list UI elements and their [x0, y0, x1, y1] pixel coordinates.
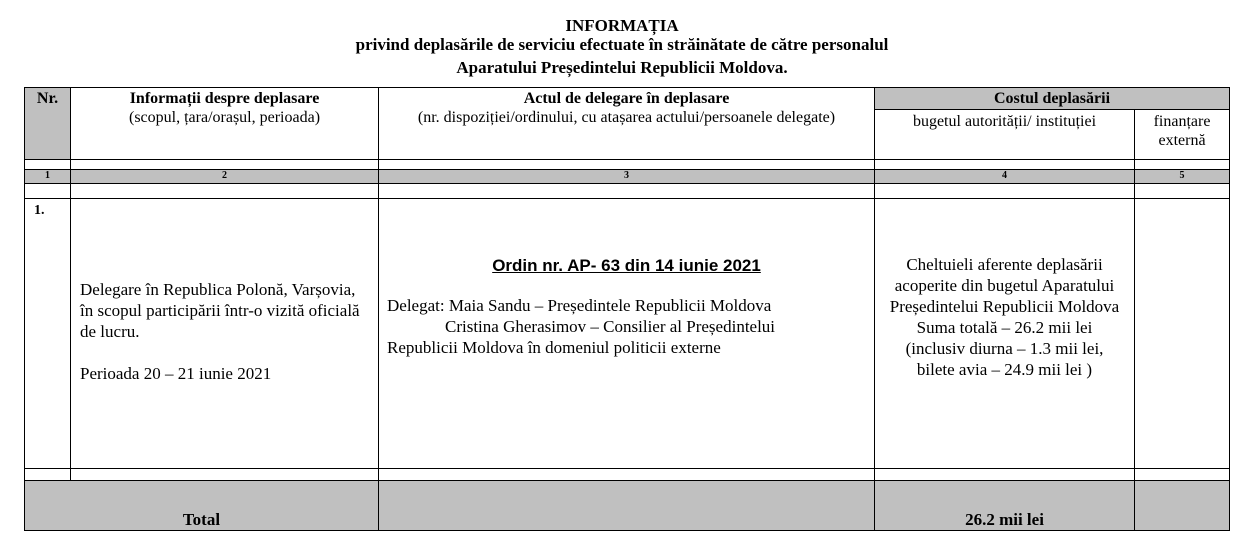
- header-info: [71, 88, 379, 160]
- delegation-act-cell: [379, 199, 875, 469]
- header-nr: Nr.: [25, 88, 71, 160]
- cost-external-cell: [1135, 199, 1230, 469]
- column-number: 1: [25, 170, 71, 184]
- cost-description: Cheltuieli aferente deplasării acoperite din bugetul Aparatului Președintelui Republicii Moldova: [889, 255, 1120, 316]
- header-info-title: Informații despre deplasare: [129, 90, 320, 107]
- total-label: Total: [25, 481, 379, 531]
- document-title: INFORMAȚIA: [565, 16, 679, 35]
- header-cost: Costul deplasării: [875, 88, 1230, 110]
- cost-budget-cell: [875, 199, 1135, 469]
- total-external-cell: [1135, 481, 1230, 531]
- header-cost-external: finanțare externă: [1135, 110, 1230, 160]
- document-subtitle-org: Aparatului Președintelui Republicii Moldova.: [456, 58, 788, 77]
- header-act-title: Actul de delegare în deplasare: [523, 90, 730, 107]
- trip-description: Delegare în Republica Polonă, Varșovia, în scopul participării într-o vizită oficială de lucru.: [80, 280, 360, 341]
- column-number: 4: [875, 170, 1135, 184]
- column-number: 2: [71, 170, 379, 184]
- row-number: 1.: [25, 199, 71, 469]
- document-subtitle: privind deplasările de serviciu efectuate în străinătate de către personalul: [355, 35, 889, 54]
- header-cost-budget: bugetul autorității/ instituției: [875, 110, 1135, 160]
- column-number: 3: [379, 170, 875, 184]
- total-act-cell: [379, 481, 875, 531]
- header-info-subtitle: (scopul, țara/orașul, perioada): [128, 109, 321, 126]
- total-row: [25, 481, 1230, 531]
- order-number: Ordin nr. AP- 63 din 14 iunie 2021: [492, 256, 761, 275]
- header-act: [379, 88, 875, 160]
- total-value: 26.2 mii lei: [875, 481, 1135, 531]
- table-row: [25, 199, 1230, 469]
- delegate-line: Cristina Gherasimov – Consilier al Președintelui: [445, 317, 776, 336]
- cost-breakdown: (inclusiv diurna – 1.3 mii lei, bilete avia – 24.9 mii lei ): [905, 339, 1104, 379]
- column-number: 5: [1135, 170, 1230, 184]
- cost-total-sum: Suma totală – 26.2 mii lei: [916, 318, 1093, 337]
- trips-table: [24, 87, 1230, 531]
- delegate-line: Delegat: Maia Sandu – Președintele Republicii Moldova: [387, 296, 772, 315]
- trip-info-cell: [71, 199, 379, 469]
- trip-period: Perioada 20 – 21 iunie 2021: [80, 364, 272, 383]
- header-act-subtitle: (nr. dispoziției/ordinului, cu atașarea actului/persoanele delegate): [417, 109, 836, 126]
- delegate-line: Republicii Moldova în domeniul politicii externe: [387, 338, 721, 357]
